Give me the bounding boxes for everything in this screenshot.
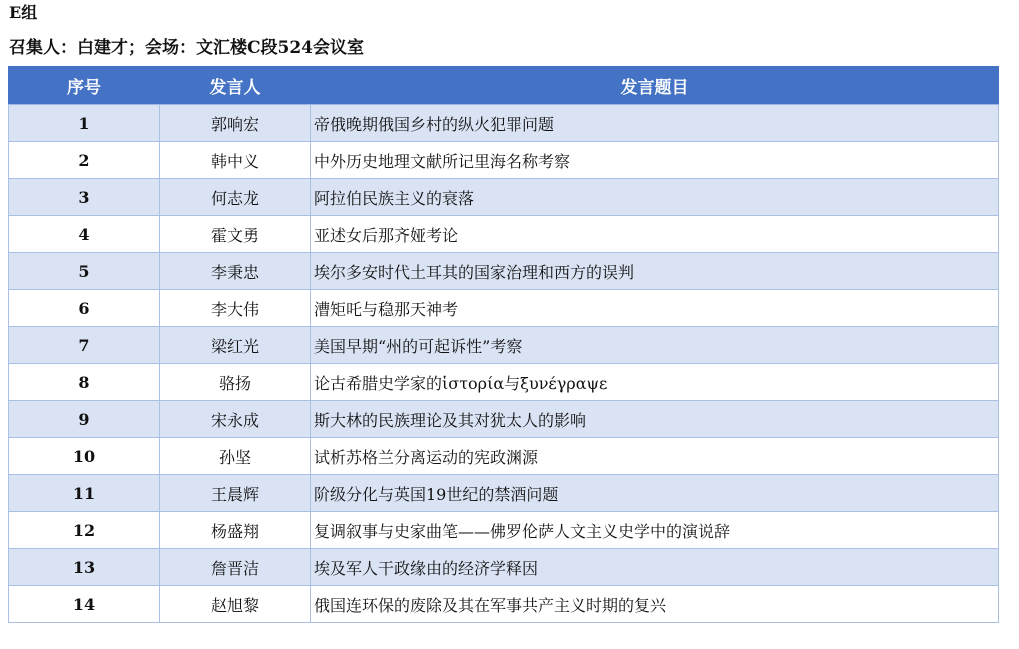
table-row xyxy=(9,401,999,438)
row-speaker: 杨盛翔 xyxy=(160,512,311,549)
table-row xyxy=(9,438,999,475)
row-number: 6 xyxy=(9,290,160,327)
table-header xyxy=(9,67,999,105)
row-number: 5 xyxy=(9,253,160,290)
row-speaker: 何志龙 xyxy=(160,179,311,216)
table-row xyxy=(9,216,999,253)
row-number: 10 xyxy=(9,438,160,475)
table-row xyxy=(9,142,999,179)
row-number: 12 xyxy=(9,512,160,549)
row-speaker: 骆扬 xyxy=(160,364,311,401)
row-speaker: 李秉忠 xyxy=(160,253,311,290)
header-speaker: 发言人 xyxy=(160,67,311,105)
speaker-schedule-table xyxy=(8,66,999,623)
row-number: 11 xyxy=(9,475,160,512)
group-title: E组 xyxy=(9,3,38,22)
row-topic: 中外历史地理文献所记里海名称考察 xyxy=(311,142,999,179)
row-number: 2 xyxy=(9,142,160,179)
row-number: 8 xyxy=(9,364,160,401)
row-speaker: 宋永成 xyxy=(160,401,311,438)
row-topic: 埃尔多安时代土耳其的国家治理和西方的误判 xyxy=(311,253,999,290)
row-number: 13 xyxy=(9,549,160,586)
table-row xyxy=(9,549,999,586)
row-number: 7 xyxy=(9,327,160,364)
row-speaker: 梁红光 xyxy=(160,327,311,364)
table-row xyxy=(9,105,999,142)
row-topic: 俄国连环保的废除及其在军事共产主义时期的复兴 xyxy=(311,586,999,623)
table-row xyxy=(9,586,999,623)
row-speaker: 赵旭黎 xyxy=(160,586,311,623)
row-topic: 试析苏格兰分离运动的宪政渊源 xyxy=(311,438,999,475)
header-topic: 发言题目 xyxy=(311,67,999,105)
row-topic: 论古希腊史学家的ἱστορία与ξυνέγραψε xyxy=(311,364,999,401)
row-topic: 漕矩吒与稳那天神考 xyxy=(311,290,999,327)
table-row xyxy=(9,290,999,327)
row-topic: 帝俄晚期俄国乡村的纵火犯罪问题 xyxy=(311,105,999,142)
row-topic: 美国早期“州的可起诉性”考察 xyxy=(311,327,999,364)
row-number: 4 xyxy=(9,216,160,253)
row-topic: 复调叙事与史家曲笔——佛罗伦萨人文主义史学中的演说辞 xyxy=(311,512,999,549)
row-number: 14 xyxy=(9,586,160,623)
row-topic: 斯大林的民族理论及其对犹太人的影响 xyxy=(311,401,999,438)
row-speaker: 李大伟 xyxy=(160,290,311,327)
row-topic: 亚述女后那齐娅考论 xyxy=(311,216,999,253)
table-body xyxy=(9,105,999,623)
row-topic: 阶级分化与英国19世纪的禁酒问题 xyxy=(311,475,999,512)
table-row xyxy=(9,364,999,401)
table-row xyxy=(9,327,999,364)
row-topic: 埃及军人干政缘由的经济学释因 xyxy=(311,549,999,586)
table-row xyxy=(9,512,999,549)
header-row xyxy=(9,67,999,105)
row-speaker: 王晨辉 xyxy=(160,475,311,512)
row-number: 9 xyxy=(9,401,160,438)
table-row xyxy=(9,179,999,216)
row-speaker: 孙坚 xyxy=(160,438,311,475)
row-speaker: 郭响宏 xyxy=(160,105,311,142)
row-topic: 阿拉伯民族主义的衰落 xyxy=(311,179,999,216)
table-row xyxy=(9,475,999,512)
row-number: 3 xyxy=(9,179,160,216)
row-speaker: 詹晋洁 xyxy=(160,549,311,586)
header-number: 序号 xyxy=(9,67,160,105)
row-number: 1 xyxy=(9,105,160,142)
row-speaker: 霍文勇 xyxy=(160,216,311,253)
convener-venue-line: 召集人：白建才；会场：文汇楼C段524会议室 xyxy=(9,38,365,58)
table-row xyxy=(9,253,999,290)
row-speaker: 韩中义 xyxy=(160,142,311,179)
